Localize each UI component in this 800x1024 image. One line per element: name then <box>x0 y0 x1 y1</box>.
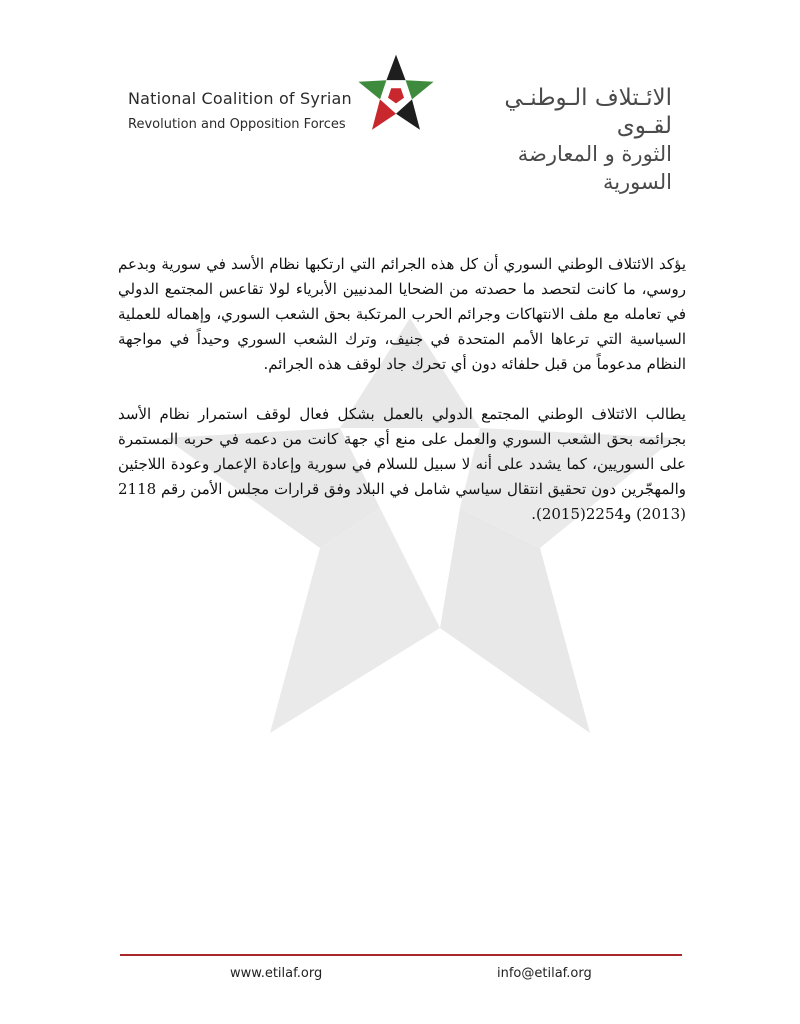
org-name-english-line1: National Coalition of Syrian <box>128 89 352 108</box>
coalition-star-logo <box>356 52 436 134</box>
statement-paragraph-2: يطالب الائتلاف الوطني المجتمع الدولي بالعمل بشكل فعال لوقف استمرار نظام الأسد بجرائمه بحق الشعب السوري والعمل على منع أي جهة كانت من دعمه في حربه المستمرة على السوريين، كما يشدد على أنه لا سبيل للسلام في سورية وإعادة الإعمار وعودة اللاجئين والمهجّرين دون تحقيق انتقال سياسي شامل في البلاد وفق قرارات مجلس الأمن رقم 2118 (2013) و2254(2015). <box>118 405 686 523</box>
org-name-english-line2: Revolution and Opposition Forces <box>128 117 346 132</box>
footer-website-link[interactable]: www.etilaf.org <box>230 966 323 981</box>
org-name-arabic-line1: الائـتلاف الـوطنـي لقـوى <box>504 85 672 139</box>
footer-divider <box>120 954 682 956</box>
statement-body <box>118 252 686 552</box>
org-name-arabic <box>446 84 672 196</box>
org-name-arabic-line2: الثورة و المعارضة السورية <box>517 142 672 194</box>
org-name-english <box>128 88 358 136</box>
footer-email-link[interactable]: info@etilaf.org <box>497 966 592 981</box>
statement-paragraph-1: يؤكد الائتلاف الوطني السوري أن كل هذه الجرائم التي ارتكبها نظام الأسد في سورية وبدعم روسي، ما كانت لتحصد ما حصدته من الضحايا المدنيين الأبرياء لولا تقاعس المجتمع الدولي في تعامله مع ملف الانتهاكات وجرائم الحرب المرتكبة بحق الشعب السوري، وإهماله للعملية السياسية التي ترعاها الأمم المتحدة في جنيف، وترك الشعب السوري وحيداً في مواجهة النظام مدعوماً من قبل حلفائه دون أي تحرك جاد لوقف هذه الجرائم. <box>118 255 686 373</box>
